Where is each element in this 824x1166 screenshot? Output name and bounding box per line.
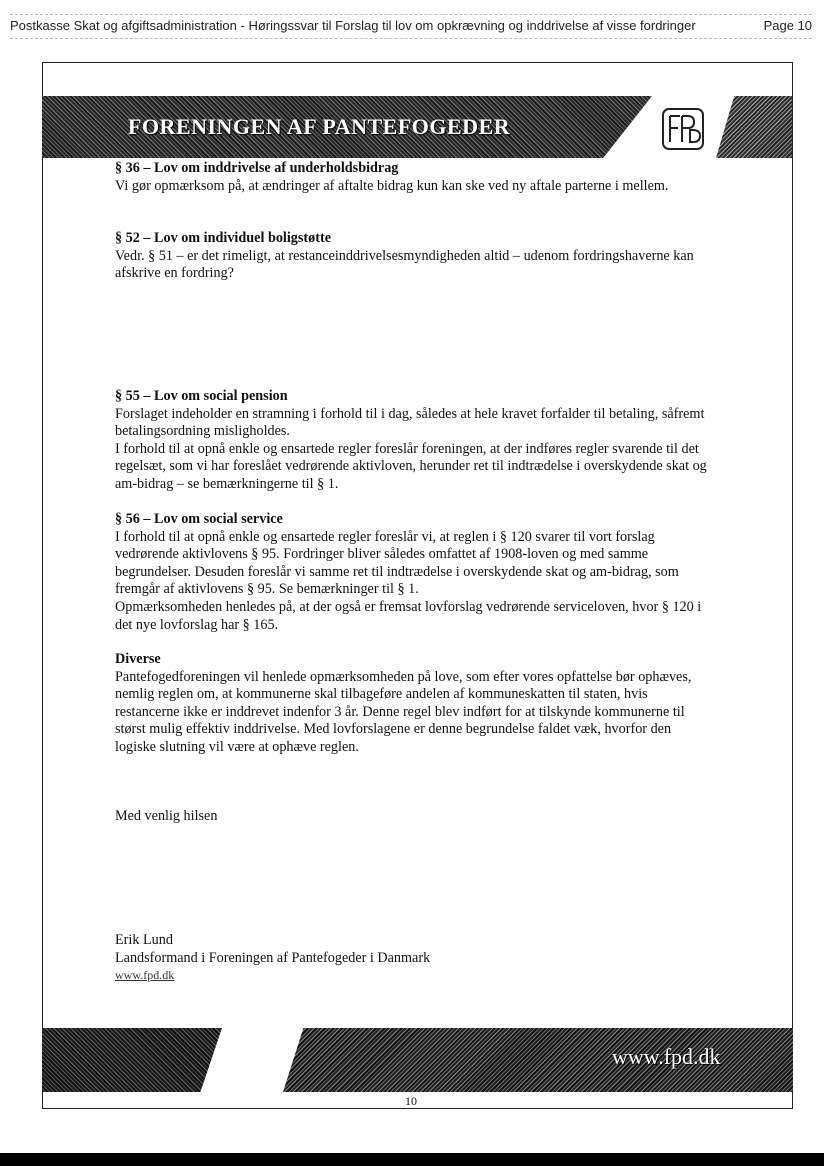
section-heading: § 55 – Lov om social pension [115, 388, 288, 404]
section-paragraph: I forhold til at opnå enkle og ensartede regler foreslår foreningen, at der indføres regler svarende til det regelsæt, som vi har foreslået vedrørende aktivloven, herunder ret til indtrædelse i overskydende skat og am-bidrag – se bemærkningerne til § 1. [115, 440, 707, 492]
section-36 [115, 160, 715, 195]
section-heading: § 36 – Lov om inddrivelse af underholdsbidrag [115, 160, 399, 176]
section-56 [115, 511, 715, 634]
print-header-title: Postkasse Skat og afgiftsadministration - Høringssvar til Forslag til lov om opkrævning og inddrivelse af visse fordringer [10, 18, 696, 33]
print-header-page: Page 10 [763, 18, 812, 33]
section-heading: Diverse [115, 651, 161, 667]
section-52 [115, 230, 715, 283]
page-number: 10 [405, 1094, 417, 1108]
signer-name: Erik Lund [115, 932, 173, 948]
section-paragraph: Vi gør opmærksom på, at ændringer af aftalte bidrag kun kan ske ved ny aftale parterne i mellem. [115, 177, 669, 194]
scan-bottom-edge [0, 1153, 824, 1166]
section-heading: § 52 – Lov om individuel boligstøtte [115, 230, 331, 246]
section-paragraph: Forslaget indeholder en stramning i forhold til i dag, således at hele kravet forfalder til betaling, såfremt betalingsordning misligholdes. [115, 405, 705, 440]
footer-url: www.fpd.dk [612, 1044, 721, 1069]
section-paragraph: Vedr. § 51 – er det rimeligt, at restanceinddrivelsesmyndigheden altid – udenom fordringshaverne kan afskrive en fordring? [115, 247, 694, 282]
website-link[interactable]: www.fpd.dk [115, 968, 175, 983]
section-paragraph: I forhold til at opnå enkle og ensartede regler foreslår vi, at reglen i § 120 svarer til vort forslag vedrørende aktivlovens § 95. Fordringer bliver således omfattet af 1908-loven og med samme begrundelser. Desuden foreslår vi samme ret til indtrædelse i overskydende skat og am-bidrag, som fremgår af aktivlovens § 95. Se bemærkninger til § 1. [115, 528, 679, 598]
top-divider [10, 14, 812, 15]
section-paragraph: Pantefogedforeningen vil henlede opmærksomheden på love, som efter vores opfattelse bør ophæves, nemlig reglen om, at kommunerne skal tilbageføre andelen af kommuneskatten til staten, hvis restancerne ikke er inddrevet indenfor 3 år. Denne regel blev indført for at tilskynde kommunerne til størst mulig effektiv inddrivelse. Med lovforslagene er denne begrundelse faldet væk, hvorfor den logiske slutning vil være at ophæve reglen. [115, 668, 692, 755]
fpd-logo-icon [660, 106, 706, 152]
section-55 [115, 388, 715, 494]
section-heading: § 56 – Lov om social service [115, 511, 283, 527]
footer-left-graphic [42, 1028, 222, 1092]
section-diverse [115, 651, 715, 757]
print-header [10, 18, 812, 38]
banner-title: FORENINGEN AF PANTEFOGEDER [128, 114, 511, 139]
section-paragraph: Opmærksomheden henledes på, at der også er fremsat lovforslag vedrørende serviceloven, hvor § 120 i det nye lovforslag har § 165. [115, 598, 702, 633]
header-divider [10, 38, 812, 39]
signer-role: Landsformand i Foreningen af Pantefogeder i Danmark [115, 949, 431, 966]
closing-greeting: Med venlig hilsen [115, 808, 218, 824]
signature-block [115, 932, 715, 985]
